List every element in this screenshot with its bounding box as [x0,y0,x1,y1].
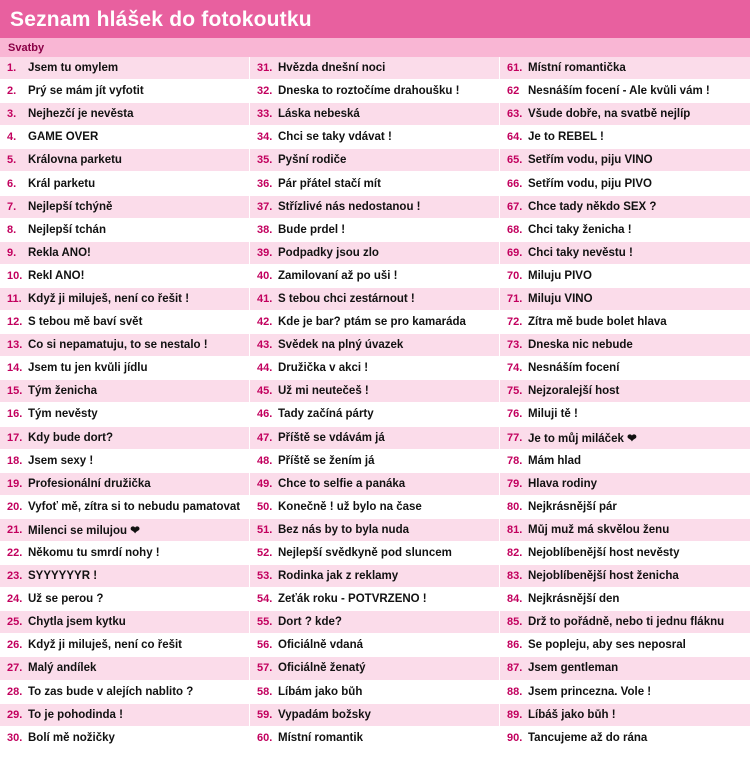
item-number: 70. [507,269,523,282]
section-bar [0,38,750,57]
item-number: 79. [507,477,523,490]
item-text: Jsem princezna. Vole ! [528,685,652,698]
item-text: To je pohodinda ! [28,708,123,721]
item-number: 78. [507,454,523,467]
item-text: Zamilovaní až po uši ! [278,269,398,282]
item-text: Příště se žením já [278,454,375,467]
list-item[interactable] [500,403,750,426]
item-number: 22. [7,547,23,560]
item-number: 52. [257,547,273,560]
item-text: Kdy bude dort? [28,431,113,444]
list-item[interactable] [250,542,499,565]
list-item[interactable] [250,311,499,334]
item-number: 13. [7,339,23,352]
list-item[interactable] [500,427,750,450]
item-text: Nejlepší tchýně [28,200,113,213]
item-text: Nejlepší tchán [28,223,106,236]
item-number: 24. [7,593,23,606]
item-text: Zítra mě bude bolet hlava [528,316,667,329]
list-item[interactable] [0,126,249,149]
list-item[interactable] [500,311,750,334]
item-text: Svědek na plný úvazek [278,339,404,352]
item-number: 42. [257,316,273,329]
item-text: Všude dobře, na svatbě nejlíp [528,108,691,121]
item-text: Oficiálně vdaná [278,639,364,652]
item-number: 47. [257,431,273,444]
item-number: 59. [257,708,273,721]
list-item[interactable] [500,380,750,403]
item-text: Když ji miluješ, není co řešit [28,639,183,652]
item-number: 37. [257,200,273,213]
item-number: 63. [507,108,523,121]
item-number: 62 [507,85,520,98]
list-item[interactable] [0,265,249,288]
item-number: 85. [507,616,523,629]
list-item[interactable] [0,196,249,219]
item-text: Nejoblíbenější host nevěsty [528,547,680,560]
list-item[interactable] [250,565,499,588]
item-text: SÝÝÝÝÝÝR ! [28,570,98,583]
list-item[interactable] [500,634,750,657]
list-item[interactable] [0,704,249,727]
list-item[interactable] [250,149,499,172]
item-text: Jsem gentleman [528,662,619,675]
list-item[interactable] [250,588,499,611]
item-text: Šetřím vodu, piju PIVO [528,177,652,190]
item-number: 34. [257,131,273,144]
list-item[interactable] [500,242,750,265]
item-number: 2. [7,85,17,98]
item-number: 27. [7,662,23,675]
list-item[interactable] [0,519,249,542]
item-number: 68. [507,223,523,236]
item-number: 72. [507,316,523,329]
item-text: Řekla ANO! [28,246,91,259]
item-number: 35. [257,154,273,167]
item-text: Střízlivé nás nedostanou ! [278,200,421,213]
list-item[interactable] [250,242,499,265]
list-item[interactable] [500,103,750,126]
item-text: Jsem tu omylem [28,62,119,75]
item-number: 51. [257,523,273,536]
list-item[interactable] [250,57,499,80]
item-text: Malý andílek [28,662,97,675]
item-number: 20. [7,500,23,513]
phrase-grid [0,57,750,750]
item-text: Tým ženicha [28,385,98,398]
item-number: 4. [7,131,17,144]
list-item[interactable] [250,704,499,727]
item-text: Nejkrásnější den [528,593,620,606]
item-number: 54. [257,593,273,606]
list-item[interactable] [0,242,249,265]
item-number: 74. [507,362,523,375]
item-text: Chce to selfie a panáka [278,477,406,490]
list-item[interactable] [500,704,750,727]
list-item[interactable] [500,196,750,219]
list-item[interactable] [250,380,499,403]
item-text: Král parketu [28,177,96,190]
column-3 [500,57,750,750]
list-item[interactable] [0,473,249,496]
item-text: Mám hlad [528,454,582,467]
item-text: Podpadky jsou zlo [278,246,379,259]
item-number: 81. [507,523,523,536]
item-text: Chci taky nevěstu ! [528,246,633,259]
item-number: 6. [7,177,17,190]
item-text: Pyšní rodiče [278,154,347,167]
list-item[interactable] [0,149,249,172]
item-number: 5. [7,154,17,167]
item-number: 53. [257,570,273,583]
item-number: 49. [257,477,273,490]
item-text: Místní romantička [528,62,626,75]
list-item[interactable] [0,172,249,195]
section-label: Svatby [8,41,45,54]
item-text: Dneska nic nebude [528,339,633,352]
list-item[interactable] [500,172,750,195]
item-number: 40. [257,269,273,282]
list-item[interactable] [500,588,750,611]
item-number: 46. [257,408,273,421]
item-text: Hvězda dnešní noci [278,62,386,75]
item-text: Nejhezčí je nevěsta [28,108,134,121]
list-item[interactable] [500,219,750,242]
item-text: Chci se taky vdávat ! [278,131,392,144]
list-item[interactable] [500,657,750,680]
page-title: Seznam hlášek do fotokoutku [10,7,312,31]
item-number: 31. [257,62,273,75]
item-text: Oficiálně ženatý [278,662,366,675]
item-text: Miluju PIVO [528,269,592,282]
list-item[interactable] [0,357,249,380]
list-item[interactable] [250,519,499,542]
item-number: 30. [7,731,23,744]
list-item[interactable] [0,657,249,680]
list-item[interactable] [250,172,499,195]
list-item[interactable] [0,565,249,588]
item-number: 71. [507,292,523,305]
list-item[interactable] [500,265,750,288]
item-number: 28. [7,685,23,698]
list-item[interactable] [250,265,499,288]
list-item[interactable] [500,149,750,172]
item-text: Chce tady někdo SEX ? [528,200,657,213]
item-text: Dneska to roztočíme drahoušku ! [278,85,460,98]
item-text: Jsem sexy ! [28,454,94,467]
list-item[interactable] [0,611,249,634]
list-item[interactable] [250,657,499,680]
item-number: 45. [257,385,273,398]
item-text: Kde je bar? ptám se pro kamaráda [278,316,466,329]
item-text: Prý se mám jít vyfotit [28,85,144,98]
list-item[interactable] [0,219,249,242]
list-item[interactable] [0,588,249,611]
item-text: Se popleju, aby ses neposral [528,639,686,652]
item-number: 88. [507,685,523,698]
list-item[interactable] [250,727,499,750]
item-number: 86. [507,639,523,652]
item-text: Líbám jako bůh [278,685,363,698]
list-item[interactable] [250,103,499,126]
item-number: 39. [257,246,273,259]
list-item[interactable] [500,334,750,357]
list-item[interactable] [500,80,750,103]
item-number: 55. [257,616,273,629]
list-item[interactable] [0,427,249,450]
item-number: 17. [7,431,23,444]
list-item[interactable] [250,450,499,473]
item-number: 60. [257,731,273,744]
item-text: To zas bude v alejích nablito ? [28,685,194,698]
list-item[interactable] [500,357,750,380]
item-number: 23. [7,570,23,583]
item-number: 89. [507,708,523,721]
item-text: Hlava rodiny [528,477,598,490]
item-text: Konečně ! už bylo na čase [278,500,422,513]
list-item[interactable] [250,196,499,219]
item-text: Milenci se milujou ❤ [28,524,140,537]
list-item[interactable] [0,103,249,126]
item-number: 73. [507,339,523,352]
item-number: 3. [7,108,17,121]
list-item[interactable] [0,288,249,311]
item-number: 1. [7,62,17,75]
item-number: 77. [507,431,523,444]
item-number: 15. [7,385,23,398]
item-text: Bez nás by to byla nuda [278,523,409,536]
list-item[interactable] [0,681,249,704]
list-item[interactable] [0,496,249,519]
item-text: Nejoblíbenější host ženicha [528,570,679,583]
item-number: 12. [7,316,23,329]
item-text: Nejkrásnější pár [528,500,617,513]
item-text: Řekl ANO! [28,269,85,282]
item-text: Je to můj miláček ❤ [528,432,637,445]
item-number: 80. [507,500,523,513]
list-item[interactable] [500,519,750,542]
list-item[interactable] [250,611,499,634]
list-item[interactable] [250,80,499,103]
list-item[interactable] [250,681,499,704]
item-text: GAME OVER [28,131,99,144]
list-item[interactable] [250,634,499,657]
item-text: S tebou chci zestárnout ! [278,292,415,305]
item-number: 25. [7,616,23,629]
item-number: 43. [257,339,273,352]
item-number: 64. [507,131,523,144]
item-text: Bude prdel ! [278,223,346,236]
item-number: 21. [7,523,23,536]
list-item[interactable] [250,427,499,450]
item-text: Dort ? kde? [278,616,342,629]
item-number: 48. [257,454,273,467]
list-item[interactable] [500,681,750,704]
list-item[interactable] [250,403,499,426]
item-number: 18. [7,454,23,467]
item-text: Chci taky ženicha ! [528,223,632,236]
item-number: 56. [257,639,273,652]
item-text: Rodinka jak z reklamy [278,570,399,583]
list-item[interactable] [0,450,249,473]
list-item[interactable] [0,311,249,334]
item-text: Profesionální družička [28,477,151,490]
item-number: 65. [507,154,523,167]
item-text: Tancujeme až do rána [528,731,648,744]
item-number: 29. [7,708,23,721]
list-item[interactable] [500,496,750,519]
list-item[interactable] [500,565,750,588]
item-number: 7. [7,200,17,213]
item-number: 83. [507,570,523,583]
item-text: Bolí mě nožičky [28,731,115,744]
item-number: 84. [507,593,523,606]
item-text: Tady začíná párty [278,408,374,421]
item-text: Příště se vdávám já [278,431,385,444]
item-number: 33. [257,108,273,121]
item-text: Líbáš jako bůh ! [528,708,616,721]
list-item[interactable] [0,334,249,357]
item-text: Družička v akci ! [278,362,369,375]
list-item[interactable] [0,727,249,750]
list-item[interactable] [500,126,750,149]
list-item[interactable] [0,542,249,565]
list-item[interactable] [500,611,750,634]
item-text: S tebou mě baví svět [28,316,143,329]
item-text: Královna parketu [28,154,122,167]
list-item[interactable] [500,450,750,473]
list-item[interactable] [250,496,499,519]
list-item[interactable] [500,288,750,311]
item-number: 67. [507,200,523,213]
column-1 [0,57,250,750]
item-number: 38. [257,223,273,236]
title-bar [0,0,750,38]
item-text: Už se perou ? [28,593,104,606]
item-number: 69. [507,246,523,259]
list-item[interactable] [500,542,750,565]
item-number: 16. [7,408,23,421]
list-item[interactable] [0,403,249,426]
item-number: 14. [7,362,23,375]
item-text: Je to REBEL ! [528,131,604,144]
list-item[interactable] [500,473,750,496]
list-item[interactable] [0,57,249,80]
item-text: Pár přátel stačí mít [278,177,381,190]
item-text: Co si nepamatuju, to se nestalo ! [28,339,208,352]
item-number: 44. [257,362,273,375]
item-text: Láska nebeská [278,108,360,121]
item-text: Nesnáším focení - Ale kvůli vám ! [528,85,710,98]
item-number: 9. [7,246,17,259]
item-text: Miluju VÍNO [528,292,593,305]
item-number: 57. [257,662,273,675]
item-text: Místní romantik [278,731,363,744]
item-text: Drž to pořádně, nebo ti jednu fláknu [528,616,725,629]
item-number: 75. [507,385,523,398]
item-text: Jsem tu jen kvůli jídlu [28,362,148,375]
list-item[interactable] [250,219,499,242]
item-text: Vypadám božsky [278,708,371,721]
item-number: 36. [257,177,273,190]
item-number: 19. [7,477,23,490]
list-item[interactable] [250,473,499,496]
item-number: 82. [507,547,523,560]
item-text: Tým nevěsty [28,408,98,421]
item-text: Když ji miluješ, není co řešit ! [28,292,190,305]
item-number: 26. [7,639,23,652]
item-number: 11. [7,292,22,305]
item-text: Chytla jsem kytku [28,616,126,629]
list-item[interactable] [0,634,249,657]
item-number: 41. [257,292,273,305]
item-number: 58. [257,685,273,698]
list-item[interactable] [250,357,499,380]
item-text: Zeťák roku - POTVRZENO ! [278,593,427,606]
list-item[interactable] [500,57,750,80]
list-item[interactable] [250,334,499,357]
item-text: Nejlepší svědkyně pod sluncem [278,547,452,560]
item-number: 50. [257,500,273,513]
item-number: 32. [257,85,273,98]
item-number: 8. [7,223,17,236]
item-text: Někomu tu smrdí nohy ! [28,547,160,560]
item-text: Už mi neutečeš ! [278,385,369,398]
item-number: 90. [507,731,523,744]
list-item[interactable] [0,80,249,103]
item-number: 87. [507,662,523,675]
item-text: Můj muž má skvělou ženu [528,523,670,536]
item-text: Miluji tě ! [528,408,578,421]
list-item[interactable] [250,126,499,149]
item-text: Šetřím vodu, piju VÍNO [528,154,653,167]
item-number: 61. [507,62,523,75]
list-item[interactable] [0,380,249,403]
item-text: Vyfoť mě, zítra si to nebudu pamatovat [28,500,241,513]
item-number: 76. [507,408,523,421]
list-item[interactable] [250,288,499,311]
item-number: 10. [7,269,23,282]
item-text: Nesnáším focení [528,362,620,375]
column-2 [250,57,500,750]
item-text: Nejzoralejší host [528,385,620,398]
list-item[interactable] [500,727,750,750]
item-number: 66. [507,177,523,190]
